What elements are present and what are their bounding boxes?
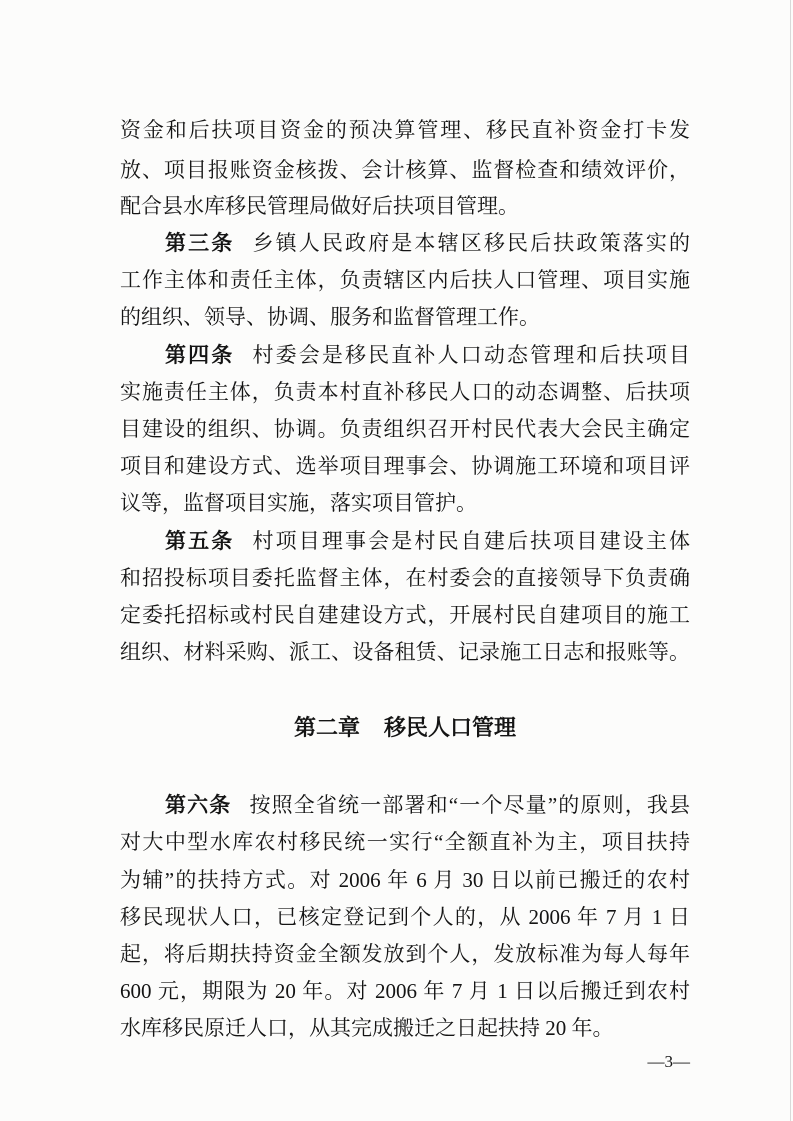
article-label: 第三条 <box>165 231 235 255</box>
body-line: 项目和建设方式、选举项目理事会、协调施工环境和项目评 <box>120 454 690 478</box>
body-line: 实施责任主体，负责本村直补移民人口的动态调整、后扶项 <box>120 380 690 404</box>
chapter-title: 移民人口管理 <box>384 715 517 740</box>
body-line: 目建设的组织、协调。负责组织召开村民代表大会民主确定 <box>120 417 690 441</box>
body-line: 为辅”的扶持方式。对 2006 年 6 月 30 日以前已搬迁的农村 <box>120 868 690 892</box>
page-number: —3— <box>647 1052 690 1071</box>
body-line: 水库移民原迁人口，从其完成搬迁之日起扶持 20 年。 <box>120 1016 614 1040</box>
body-line: 组织、材料采购、派工、设备租赁、记录施工日志和报账等。 <box>120 640 690 664</box>
article-text: 村委会是移民直补人口动态管理和后扶项目 <box>252 343 691 367</box>
body-line: 放、项目报账资金核拨、会计核算、监督检查和绩效评价， <box>120 158 690 182</box>
article-text: 村项目理事会是村民自建后扶项目建设主体 <box>252 529 691 553</box>
article-label: 第六条 <box>165 793 232 817</box>
body-line: 600 元，期限为 20 年。对 2006 年 7 月 1 日以后搬迁到农村 <box>120 979 690 1003</box>
body-line: 资金和后扶项目资金的预决算管理、移民直补资金打卡发 <box>120 118 690 142</box>
body-line: 议等，监督项目实施，落实项目管护。 <box>120 491 477 515</box>
article-6-first-line <box>165 790 690 820</box>
body-line: 对大中型水库农村移民统一实行“全额直补为主，项目扶持 <box>120 830 690 854</box>
chapter-label: 第二章 <box>293 715 360 740</box>
article-3-first-line <box>165 228 690 258</box>
body-line: 起，将后期扶持资金全额发放到个人，发放标准为每人每年 <box>120 942 690 966</box>
article-label: 第四条 <box>165 343 235 367</box>
chapter-heading <box>120 712 690 744</box>
body-line: 配合县水库移民管理局做好后扶项目管理。 <box>120 194 519 218</box>
article-4-first-line <box>165 340 690 370</box>
article-5-first-line <box>165 526 690 556</box>
scan-edge-line <box>790 0 791 1121</box>
body-line: 和招投标项目委托监督主体，在村委会的直接领导下负责确 <box>120 566 690 590</box>
body-line: 的组织、领导、协调、服务和监督管理工作。 <box>120 305 540 329</box>
article-text: 按照全省统一部署和“一个尽量”的原则，我县 <box>249 793 691 817</box>
article-label: 第五条 <box>165 529 235 553</box>
article-text: 乡镇人民政府是本辖区移民后扶政策落实的 <box>252 231 691 255</box>
body-line: 工作主体和责任主体，负责辖区内后扶人口管理、项目实施 <box>120 268 690 292</box>
body-line: 定委托招标或村民自建建设方式，开展村民自建项目的施工 <box>120 603 690 627</box>
body-line: 移民现状人口，已核定登记到个人的，从 2006 年 7 月 1 日 <box>120 905 690 929</box>
